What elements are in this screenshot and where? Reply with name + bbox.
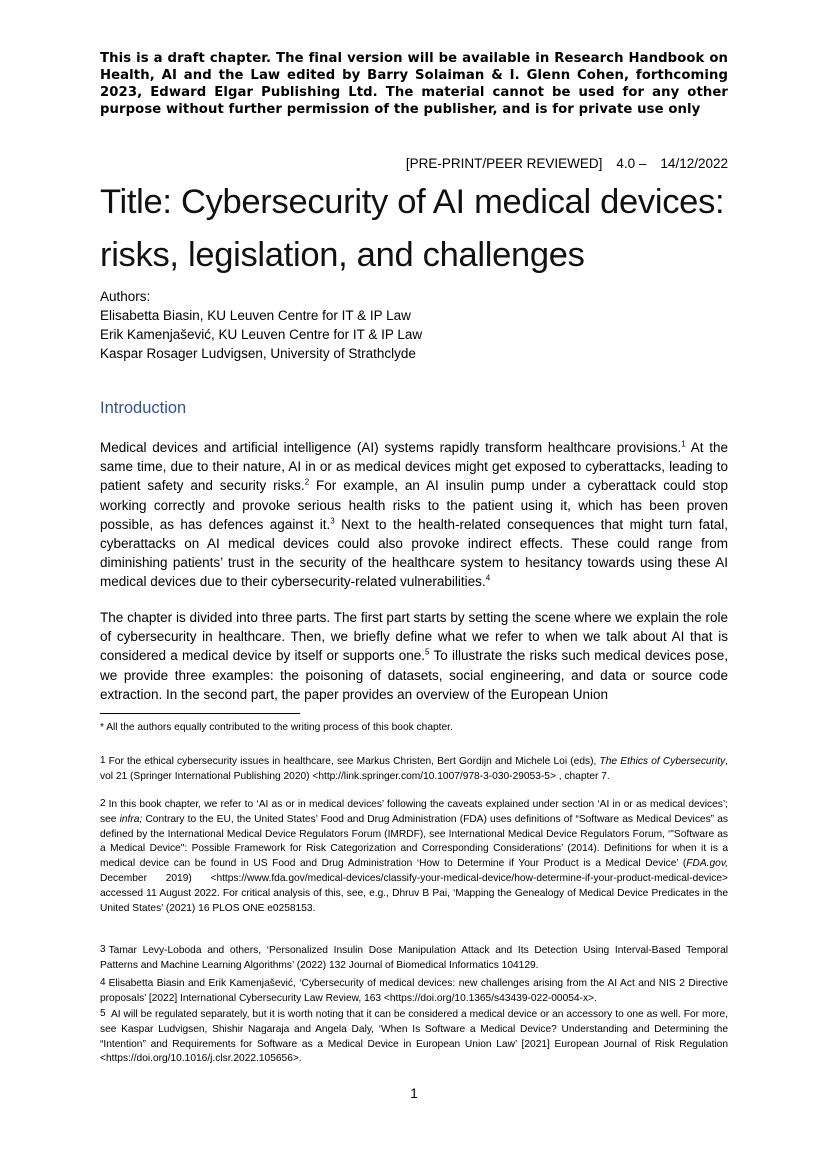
authors-block — [100, 287, 422, 363]
sentence: At the same time, due to their nature, AI in or as medical devices might get exposed to cyberattacks, leading to patient safety and security risks. — [100, 440, 729, 494]
footnote-text: Tamar Levy-Loboda and others, ‘Personalized Insulin Dose Manipulation Attack and Its Detection Using Interval-Based Temporal Patterns and Machine Learning Algorithms’ (2022) 132 Journal of Biomedical Informatics 104129. — [100, 945, 728, 971]
section-heading-introduction: Introduction — [100, 399, 187, 417]
footnote-text[interactable]: AI will be regulated separately, but it is worth noting that it can be considered a medical device or an accessory to one as well. For more, see Kaspar Ludvigsen, Shishir Nagaraja and Angela Daly, ‘When Is Software a Medical Device? Understanding and Determining the “Intention” and Requirements for Software as a Medical Device in European Union Law’ [2021] European Journal of Risk Regulation <https://doi.org/10.1016/j.clsr.2022.105656>. — [100, 1009, 728, 1065]
chapter-title — [100, 176, 740, 282]
footnote-5 — [100, 1008, 728, 1067]
footnote-4 — [100, 977, 728, 1007]
draft-notice: This is a draft chapter. The final version will be available in Research Handbook on Health, AI and the Law edited by Barry Solaiman & I. Glenn Cohen, forthcoming 2023, Edward Elgar Publishing Ltd. The material cannot be used for any other purpose without further permission of the publisher, and is for private use only — [100, 51, 728, 117]
page-number: 1 — [410, 1086, 418, 1101]
footnote-ref[interactable]: 5 — [425, 647, 430, 657]
author-entry: Erik Kamenjašević, KU Leuven Centre for IT & IP Law — [100, 327, 423, 342]
footnote-text[interactable]: December 2019) <https://www.fda.gov/medical-devices/classify-your-medical-device/how-determine-if-your-product-medical-device> accessed 11 August 2022. For critical analysis of this, see, e.g., Dhruv B Pai, ‘Mapping the Genealogy of Medical Device Predicates in the United States’ (2021) 16 PLOS ONE e0258153. — [100, 872, 728, 914]
footnote-text: For the ethical cybersecurity issues in healthcare, see Markus Christen, Bert Gordijn and Michele Loi (eds), — [108, 756, 600, 767]
version-number: 4.0 – — [616, 156, 647, 171]
footnote-italic: The Ethics of Cybersecurity — [599, 756, 726, 767]
footnote-number: 5 — [100, 1008, 106, 1019]
sentence: For example, an AI insulin pump under a cyberattack could stop working correctly and provoke serious health risks to the patient using it, which has been proven possible, as has defences against it. — [100, 478, 728, 532]
author-entry: Kaspar Rosager Ludvigsen, University of Strathclyde — [100, 346, 416, 361]
sentence: To illustrate the risks such medical devices pose, we provide three examples: the poisoning of datasets, social engineering, and data or source code extraction. In the second part, the paper provides an overview of the European Union — [100, 648, 728, 702]
sentence: Medical devices and artificial intelligence (AI) systems rapidly transform healthcare provisions. — [100, 440, 682, 455]
footnote-authors: * All the authors equally contributed to the writing process of this book chapter. — [100, 722, 453, 733]
sentence: Next to the health-related consequences that might turn fatal, cyberattacks on AI medical devices could also provoke indirect effects. These could range from diminishing patients’ trust in the security of the healthcare system to hesitancy towards using these AI medical devices due to their cybersecurity-related vulnerabilities. — [100, 516, 728, 590]
footnote-italic: FDA.gov, — [686, 858, 728, 870]
document-date: 14/12/2022 — [660, 156, 728, 171]
footnote-separator — [100, 713, 300, 714]
footnote-1 — [100, 755, 728, 785]
footnote-ref[interactable]: 1 — [681, 439, 686, 449]
footnote-2 — [100, 798, 728, 916]
footnote-number: 1 — [100, 755, 106, 766]
review-status: [PRE-PRINT/PEER REVIEWED] — [405, 156, 603, 171]
intro-paragraph-1 — [100, 438, 728, 592]
intro-paragraph-2 — [100, 608, 728, 704]
footnote-italic: infra; — [119, 813, 143, 825]
author-entry: Elisabetta Biasin, KU Leuven Centre for IT & IP Law — [100, 308, 411, 323]
footnote-text[interactable]: , vol 21 (Springer International Publishing 2020) <http://link.springer.com/10.1007/978-3-030-29053-5> , chapter 7. — [100, 756, 729, 782]
footnote-ref[interactable]: 2 — [304, 477, 310, 487]
title-line-2: risks, legislation, and challenges — [100, 236, 585, 274]
footnote-number: 4 — [100, 977, 106, 988]
footnote-3 — [100, 944, 728, 974]
footnote-text: In this book chapter, we refer to ‘AI as or in medical devices’ following the caveats explained under section ‘AI in or as medical devices’; see — [100, 799, 728, 825]
footnote-number: 3 — [100, 944, 106, 955]
footnote-number: 2 — [100, 798, 106, 809]
footnote-ref[interactable]: 4 — [485, 573, 491, 583]
footnote-ref[interactable]: 3 — [330, 516, 335, 526]
footnote-text[interactable]: Elisabetta Biasin and Erik Kamenjašević, ‘Cybersecurity of medical devices: new challenges arising from the AI Act and NIS 2 Directive proposals’ [2022] International Cybersecurity Law Review, 163 <https://doi.org/10.1365/s43439-022-00054-x>. — [100, 978, 728, 1004]
title-line-1: Title: Cybersecurity of AI medical devices: — [100, 183, 725, 221]
authors-label: Authors: — [100, 289, 151, 304]
document-meta — [406, 156, 728, 171]
sentence: The chapter is divided into three parts. The first part starts by setting the scene where we explain the role of cybersecurity in healthcare. Then, we briefly define what we refer to when we talk about AI that is considered a medical device by itself or supports one. — [100, 610, 728, 664]
footnote-text: Contrary to the EU, the United States’ Food and Drug Administration (FDA) uses definitions of “Software as Medical Devices” as defined by the International Medical Device Regulators Forum (IMRDF), see International Medical Device Regulators Forum, ‘"Software as a Medical Device": Possible Framework for Risk Categorization and Corresponding Considerations’ (2014). Definitions for when it is a medical device can be found in US Food and Drug Administration ‘How to Determine if Your Product is a Medical Device’ ( — [100, 813, 728, 870]
